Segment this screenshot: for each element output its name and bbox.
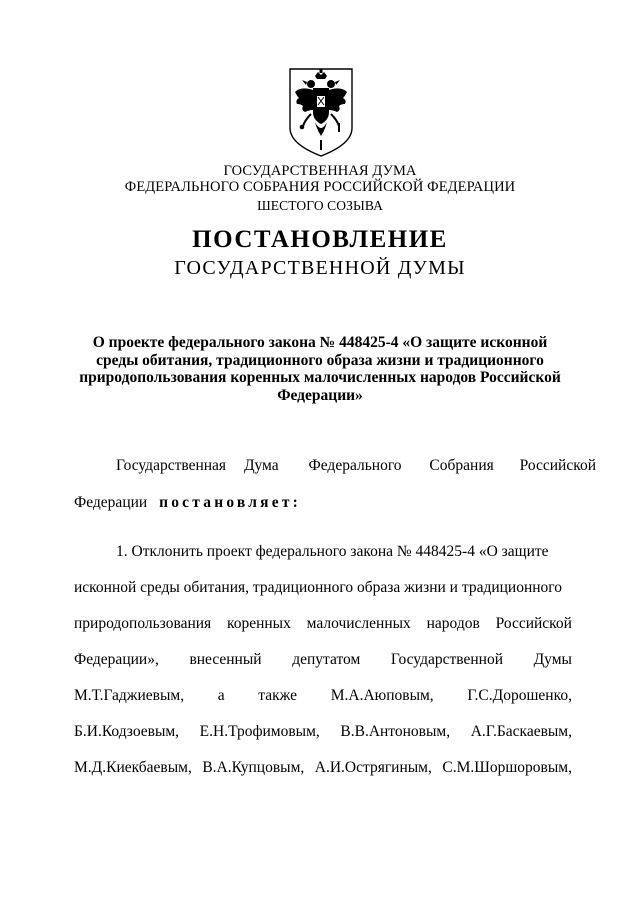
- coat-of-arms-emblem: [287, 66, 355, 158]
- text-word: Федерации»,: [74, 651, 159, 668]
- document-subject: [60, 334, 580, 404]
- resolves-word: постановляет:: [159, 494, 301, 511]
- paragraph-1-line-2: исконной среды обитания, традиционного образа жизни и традиционного: [74, 579, 563, 596]
- preamble-word: Собрания: [429, 457, 494, 474]
- header-line-duma: ГОСУДАРСТВЕННАЯ ДУМА: [223, 163, 417, 179]
- text-word: В.В.Антоновым,: [340, 723, 451, 740]
- text-word: внесенный: [189, 651, 262, 668]
- text-word: коренных: [226, 615, 291, 632]
- text-word: Г.С.Дорошенко,: [467, 687, 572, 704]
- preamble-line-2: [74, 493, 572, 513]
- text-word: природопользования: [74, 615, 212, 632]
- paragraph-1-line-7: [74, 758, 572, 778]
- preamble-word: Дума: [243, 457, 279, 474]
- document-subtitle: ГОСУДАРСТВЕННОЙ ДУМЫ: [174, 257, 466, 279]
- text-word: Думы: [533, 651, 572, 668]
- paragraph-1-line-1: 1. Отклонить проект федерального закона № 448425-4 «О защите: [116, 543, 549, 560]
- text-word: малочисленных: [306, 615, 411, 632]
- text-word: М.Т.Гаджиевым,: [74, 687, 185, 704]
- paragraph-1-line-6: [74, 722, 572, 742]
- subject-line: Федерации»: [277, 386, 363, 404]
- text-word: а: [217, 687, 225, 704]
- text-word: Б.И.Кодзоевым,: [74, 723, 180, 740]
- document-title: ПОСТАНОВЛЕНИЕ: [192, 226, 448, 253]
- text-word: Е.Н.Трофимовым,: [199, 723, 320, 740]
- text-word: С.М.Шоршоровым,: [442, 759, 572, 776]
- header-line-federal-assembly: ФЕДЕРАЛЬНОГО СОБРАНИЯ РОССИЙСКОЙ ФЕДЕРАЦИИ: [124, 179, 516, 195]
- text-word: В.А.Купцовым,: [202, 759, 305, 776]
- text-word: депутатом: [292, 651, 361, 668]
- text-word: Российской: [495, 615, 572, 632]
- preamble-word: Федерации: [74, 494, 148, 511]
- subject-line: О проекте федерального закона № 448425-4 «О защите исконной: [92, 334, 548, 351]
- header-line-convocation: ШЕСТОГО СОЗЫВА: [257, 198, 383, 213]
- subject-line: природопользования коренных малочисленных народов Российской: [79, 369, 561, 386]
- paragraph-1-line-3: [74, 614, 572, 634]
- text-word: М.А.Аюповым,: [330, 687, 434, 704]
- preamble-word: Государственная: [116, 457, 227, 474]
- text-word: А.И.Острягиным,: [314, 759, 432, 776]
- subject-line: среды обитания, традиционного образа жизни и традиционного: [96, 351, 544, 369]
- preamble-word: Российской: [519, 457, 597, 474]
- text-word: также: [258, 687, 298, 704]
- text-word: М.Д.Киекбаевым,: [74, 759, 192, 776]
- paragraph-1-line-4: [74, 650, 572, 670]
- preamble-word: Федерального: [308, 457, 402, 474]
- text-word: народов: [426, 615, 480, 632]
- preamble-line-1: [116, 456, 597, 476]
- text-word: Государственной: [390, 651, 503, 668]
- paragraph-1-line-5: [74, 686, 572, 706]
- text-word: А.Г.Баскаевым,: [470, 723, 572, 740]
